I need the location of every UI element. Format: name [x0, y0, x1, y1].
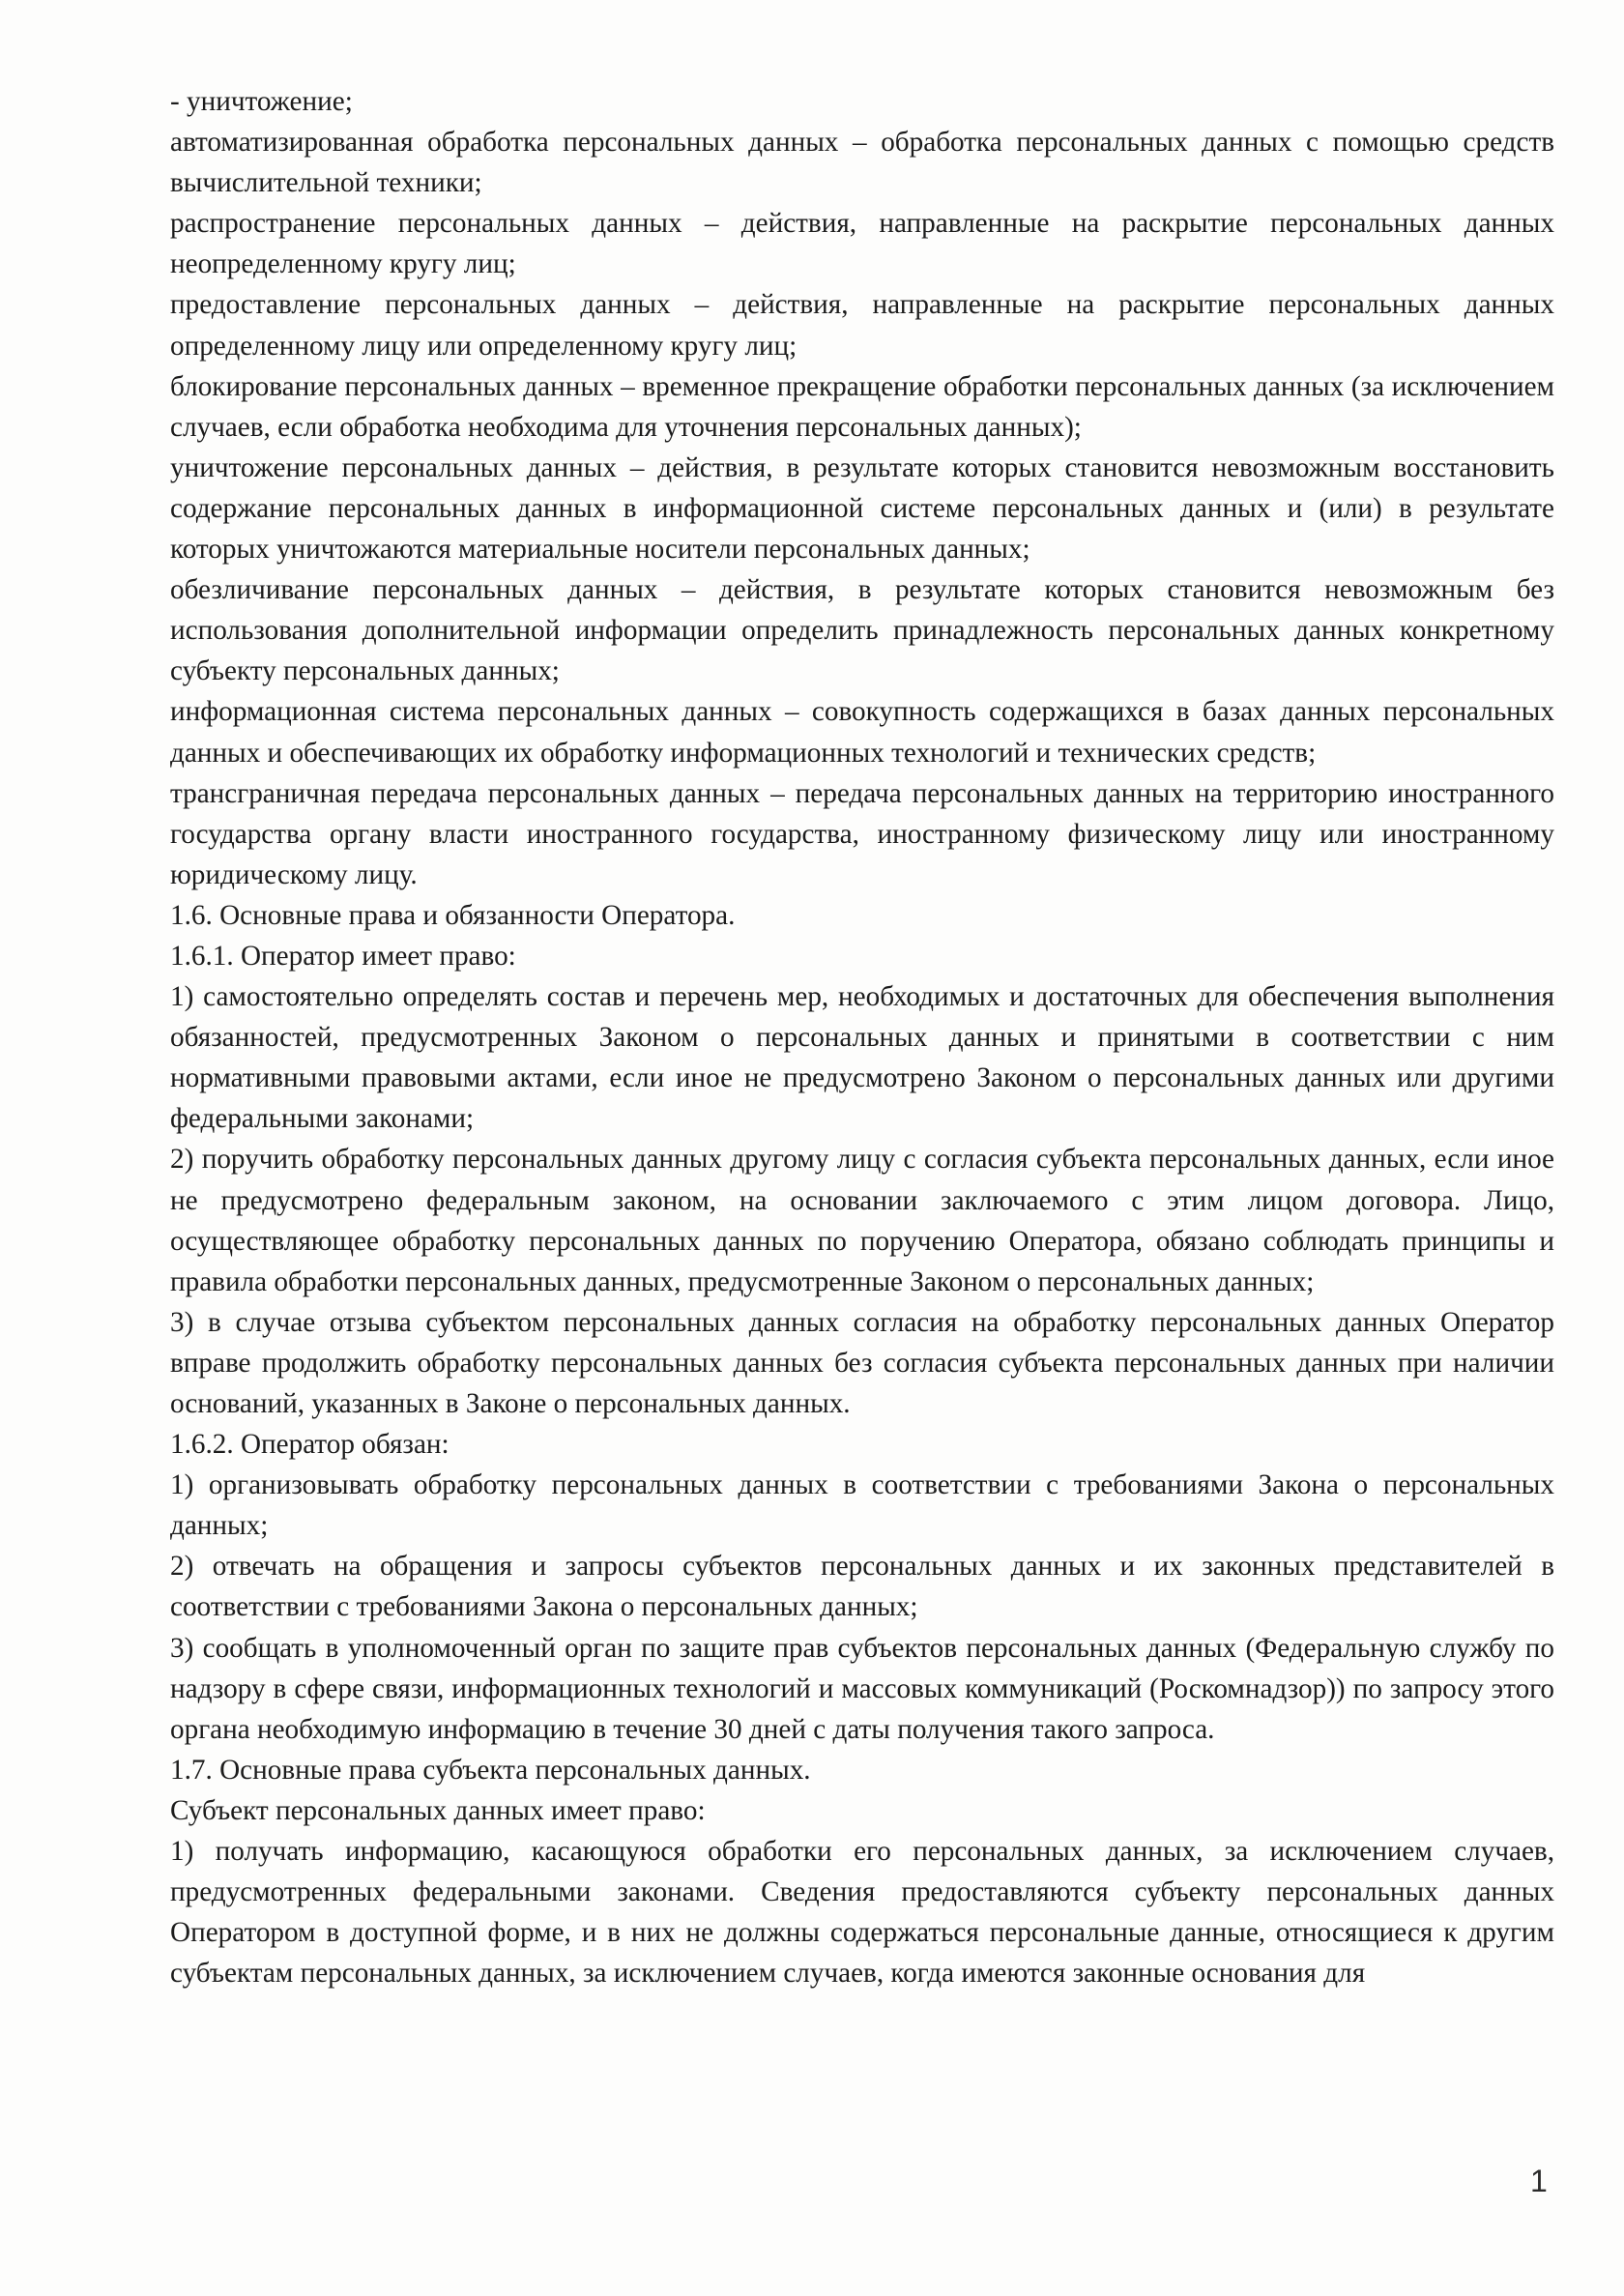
list-item-operator-duty-3: 3) сообщать в уполномоченный орган по защите прав субъектов персональных данных (Федеральную службу по надзору в сфере связи, информационных технологий и массовых коммуникаций (Роскомнадзор)) по запросу этого органа необходимую информацию в течение 30 дней с даты получения такого запроса. — [170, 1632, 1554, 1745]
paragraph-blocking: блокирование персональных данных – временное прекращение обработки персональных данных (за исключением случаев, если обработка необходима для уточнения персональных данных); — [170, 370, 1554, 443]
list-item-operator-right-1: 1) самостоятельно определять состав и перечень мер, необходимых и достаточных для обеспечения выполнения обязанностей, предусмотренных Законом о персональных данных и принятыми в соответствии с ним нормативными правовыми актами, если иное не предусмотрено Законом о персональных данных или другими федеральными законами; — [170, 981, 1554, 1135]
paragraph-cross-border-transfer: трансграничная передача персональных данных – передача персональных данных на территорию иностранного государства органу власти иностранного государства, иностранному физическому лицу или иностранному юридическому лицу. — [170, 777, 1554, 890]
paragraph-information-system: информационная система персональных данных – совокупность содержащихся в базах данных персональных данных и обеспечивающих их обработку информационных технологий и технических средств; — [170, 696, 1554, 769]
list-item-operator-right-2: 2) поручить обработку персональных данных другому лицу с согласия субъекта персональных данных, если иное не предусмотрено федеральным законом, на основании заключаемого с этим лицом договора. Лицо, осуществляющее обработку персональных данных по поручению Оператора, обязано соблюдать принципы и правила обработки персональных данных, предусмотренные Законом о персональных данных; — [170, 1144, 1554, 1297]
subsection-heading-1-6-1: 1.6.1. Оператор имеет право: — [170, 940, 516, 972]
paragraph-provision: предоставление персональных данных – действия, направленные на раскрытие персональных данных определенному лицу или определенному кругу лиц; — [170, 289, 1554, 362]
page-number: 1 — [1530, 2164, 1548, 2198]
section-heading-1-6: 1.6. Основные права и обязанности Оператора. — [170, 899, 736, 931]
paragraph-automated-processing: автоматизированная обработка персональных данных – обработка персональных данных с помощью средств вычислительной техники; — [170, 127, 1554, 199]
document-body — [170, 81, 1554, 1993]
list-item-operator-duty-2: 2) отвечать на обращения и запросы субъектов персональных данных и их законных представителей в соответствии с требованиями Закона о персональных данных; — [170, 1551, 1554, 1623]
paragraph-depersonalization: обезличивание персональных данных – действия, в результате которых становится невозможным без использования дополнительной информации определить принадлежность персональных данных конкретному субъекту персональных данных; — [170, 574, 1554, 687]
list-item-operator-right-3: 3) в случае отзыва субъектом персональных данных согласия на обработку персональных данных Оператор вправе продолжить обработку персональных данных без согласия субъекта персональных данных при наличии оснований, указанных в Законе о персональных данных. — [170, 1306, 1554, 1419]
paragraph-dissemination: распространение персональных данных – действия, направленные на раскрытие персональных данных неопределенному кругу лиц; — [170, 208, 1554, 280]
section-heading-1-7: 1.7. Основные права субъекта персональных данных. — [170, 1754, 811, 1786]
paragraph-destruction-definition: уничтожение персональных данных – действия, в результате которых становится невозможным восстановить содержание персональных данных в информационной системе персональных данных и (или) в результате которых уничтожаются материальные носители персональных данных; — [170, 451, 1554, 566]
list-item-operator-duty-1: 1) организовывать обработку персональных данных в соответствии с требованиями Закона о персональных данных; — [170, 1469, 1554, 1542]
list-item-subject-right-1: 1) получать информацию, касающуюся обработки его персональных данных, за исключением случаев, предусмотренных федеральными законами. Сведения предоставляются субъекту персональных данных Оператором в доступной форме, и в них не должны содержаться персональные данные, относящиеся к другим субъектам персональных данных, за исключением случаев, когда имеются законные основания для — [170, 1836, 1554, 1990]
subsection-heading-1-6-2: 1.6.2. Оператор обязан: — [170, 1429, 450, 1461]
subject-rights-intro: Субъект персональных данных имеет право: — [170, 1794, 706, 1826]
paragraph-destruction-item: - уничтожение; — [170, 86, 353, 117]
